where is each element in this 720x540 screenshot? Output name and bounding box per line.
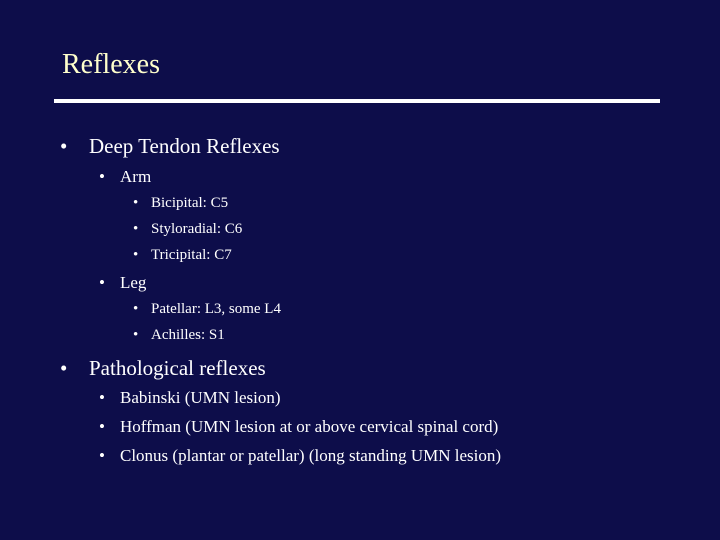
bullet-text: Bicipital: C5 (151, 195, 229, 211)
bullet-text: Achilles: S1 (151, 327, 225, 343)
bullet-dot: • (60, 134, 68, 158)
bullet-dot: • (99, 273, 105, 292)
bullet-dot: • (99, 446, 105, 465)
bullet-text: Clonus (plantar or patellar) (long standing UMN lesion) (120, 446, 502, 465)
bullet-text: Pathological reflexes (89, 356, 266, 380)
bullet-dot: • (99, 417, 105, 436)
bullet-text: Patellar: L3, some L4 (151, 301, 281, 317)
bullet-dot: • (99, 388, 105, 407)
bullet-text: Tricipital: C7 (151, 247, 232, 263)
bullet-text: Arm (120, 167, 152, 186)
bullet-text: Babinski (UMN lesion) (120, 388, 281, 407)
bullet-dot: • (99, 167, 105, 186)
bullet-dot: • (133, 221, 139, 237)
bullet-dot: • (133, 301, 139, 317)
bullet-text: Styloradial: C6 (151, 221, 243, 237)
bullet-text: Deep Tendon Reflexes (89, 134, 280, 158)
title-underline (54, 99, 660, 103)
slide-title: Reflexes (62, 49, 160, 80)
bullet-text: Hoffman (UMN lesion at or above cervical spinal cord) (120, 417, 499, 436)
bullet-dot: • (133, 327, 139, 343)
bullet-text: Leg (120, 273, 147, 292)
bullet-dot: • (133, 195, 139, 211)
bullet-dot: • (133, 247, 139, 263)
bullet-dot: • (60, 356, 68, 380)
